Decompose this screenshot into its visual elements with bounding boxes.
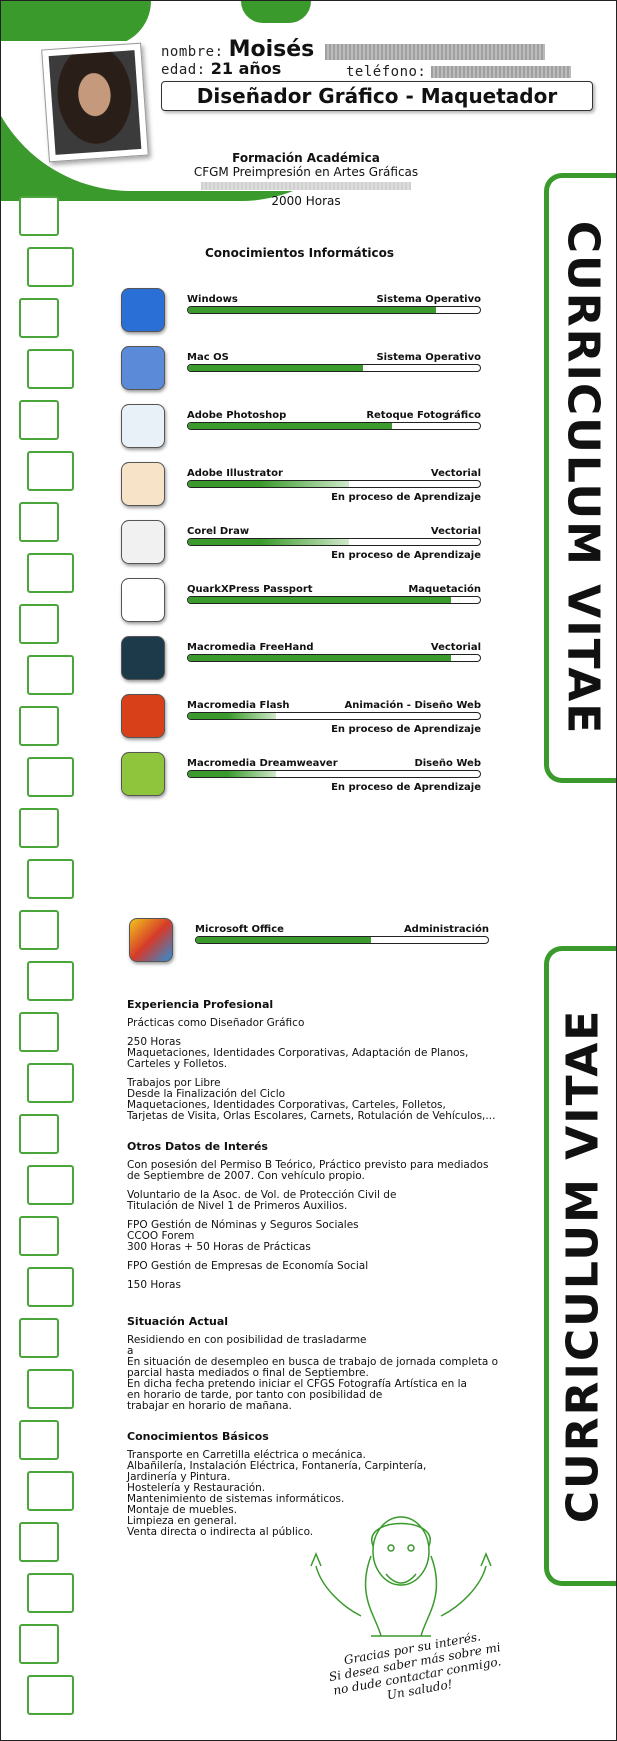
skill-note: En proceso de Aprendizaje — [331, 782, 481, 793]
skill-level-fill — [188, 597, 451, 603]
skill-level-fill — [188, 423, 392, 429]
skill-item — [121, 752, 481, 798]
decorative-shape — [27, 451, 74, 491]
skill-level-fill — [188, 307, 436, 313]
education-hours: 2000 Horas — [271, 193, 341, 208]
skill-name: Macromedia Flash — [187, 700, 290, 711]
skill-app-icon — [121, 578, 165, 622]
other-item: FPO Gestión de Empresas de Economía Social — [127, 1260, 369, 1272]
experience-item: Prácticas como Diseñador Gráfico — [127, 1017, 305, 1029]
decorative-shape — [19, 400, 59, 440]
decorative-shape — [19, 1420, 59, 1460]
skill-category: Sistema Operativo — [376, 294, 481, 305]
skill-item — [121, 636, 481, 682]
skill-item — [121, 404, 481, 450]
skill-category: Vectorial — [430, 526, 481, 537]
skill-category: Vectorial — [430, 642, 481, 653]
other-item: FPO Gestión de Nóminas y Seguros Sociales CCOO Forem 300 Horas + 50 Horas de Prácticas — [127, 1219, 359, 1253]
decorative-shape — [19, 502, 59, 542]
education-course: CFGM Preimpresión en Artes Gráficas — [193, 165, 419, 179]
skill-microsoft-office — [129, 918, 489, 964]
skill-item — [121, 694, 481, 740]
skill-level-fill — [188, 481, 349, 487]
profile-photo — [49, 50, 142, 155]
skill-category: Maquetación — [408, 584, 481, 595]
skill-app-icon — [121, 404, 165, 448]
decorative-shape — [27, 655, 74, 695]
skill-note: En proceso de Aprendizaje — [331, 724, 481, 735]
decorative-shape — [27, 757, 74, 797]
decorative-shape — [19, 1114, 59, 1154]
experience-item: Trabajos por Libre Desde la Finalización del Ciclo Maquetaciones, Identidades Corporativas, Carteles, Folletos, Tarjetas de Visita, Orlas Escolares, Carnets, Rotulación de Vehículos,... — [127, 1077, 496, 1122]
decorative-shape — [19, 808, 59, 848]
skill-level-bar — [187, 770, 481, 778]
skill-name: Microsoft Office — [195, 924, 284, 935]
header-green-tab — [241, 1, 311, 23]
current-section — [127, 1316, 507, 1420]
age-value: 21 años — [210, 59, 282, 78]
skill-app-icon — [121, 752, 165, 796]
decorative-shape — [19, 196, 59, 236]
other-section — [127, 1141, 507, 1299]
basic-item: Transporte en Carretilla eléctrica o mecánica. Albañilería, Instalación Eléctrica, Fontanería, Carpintería, Jardinería y Pintura. Hostelería y Restauración. Mantenimiento de sistemas informáticos. Montaje de muebles. Limpieza en general. Venta directa o indirecta al público. — [127, 1449, 427, 1538]
decorative-shape — [27, 1063, 74, 1103]
skill-note: En proceso de Aprendizaje — [331, 492, 481, 503]
header-green-corner — [1, 1, 151, 46]
other-item: Voluntario de la Asoc. de Vol. de Protección Civil de Titulación de Nivel 1 de Primeros Auxilios. — [127, 1189, 397, 1212]
skill-name: Windows — [187, 294, 238, 305]
skill-category: Vectorial — [430, 468, 481, 479]
name-label: nombre: — [161, 44, 224, 60]
redacted-school — [201, 182, 411, 190]
skill-item — [121, 578, 481, 624]
skill-level-fill — [188, 713, 276, 719]
decorative-shape — [19, 1216, 59, 1256]
skill-name: Adobe Photoshop — [187, 410, 287, 421]
decorative-shape — [27, 1165, 74, 1205]
phone-label: teléfono: — [346, 64, 427, 80]
skill-level-bar — [187, 422, 481, 430]
job-title: Diseñador Gráfico - Maquetador — [161, 81, 593, 111]
skills-title: Conocimientos Informáticos — [205, 246, 395, 260]
other-item: Con posesión del Permiso B Teórico, Práctico previsto para mediados de Septiembre de 2007. Con vehículo propio. — [127, 1159, 489, 1182]
skill-name: Macromedia Dreamweaver — [187, 758, 338, 769]
skill-name: Macromedia FreeHand — [187, 642, 314, 653]
decorative-shape — [19, 298, 59, 338]
skill-name: Corel Draw — [187, 526, 250, 537]
side-title-bottom: CURRICULUM VITAE — [557, 1008, 608, 1524]
skill-level-bar — [187, 480, 481, 488]
age-label: edad: — [161, 62, 206, 78]
decorative-shape — [27, 859, 74, 899]
decorative-pattern-column — [19, 196, 79, 1741]
other-title: Otros Datos de Interés — [127, 1140, 268, 1153]
decorative-shape — [27, 553, 74, 593]
skill-level-fill — [188, 771, 276, 777]
decorative-shape — [27, 1369, 74, 1409]
skill-level-fill — [188, 539, 349, 545]
name-value: Moisés — [228, 37, 315, 62]
office-icon — [129, 918, 173, 962]
decorative-shape — [19, 1318, 59, 1358]
decorative-shape — [19, 910, 59, 950]
side-title-panel-bottom — [544, 946, 616, 1586]
skill-level-bar — [187, 654, 481, 662]
skill-note: En proceso de Aprendizaje — [331, 550, 481, 561]
current-item: Residiendo en con posibilidad de trasladarme a En situación de desempleo en busca de trabajo de jornada completa o parcial hasta mediados o final de Septiembre. En dicha fecha pretendo iniciar el CFGS Fotografía Artística en la en horario de tarde, por tanto con posibilidad de trabajar en horario de mañana. — [127, 1334, 499, 1412]
skill-app-icon — [121, 462, 165, 506]
decorative-shape — [19, 706, 59, 746]
skill-name: QuarkXPress Passport — [187, 584, 313, 595]
decorative-shape — [27, 349, 74, 389]
decorative-shape — [27, 1267, 74, 1307]
decorative-shape — [27, 247, 74, 287]
basic-title: Conocimientos Básicos — [127, 1430, 269, 1443]
experience-section — [127, 999, 507, 1130]
decorative-shape — [27, 1573, 74, 1613]
education-block — [181, 151, 431, 208]
skill-category: Animación - Diseño Web — [344, 700, 481, 711]
decorative-shape — [19, 1522, 59, 1562]
side-title-top: CURRICULUM VITAE — [557, 220, 608, 736]
decorative-shape — [27, 961, 74, 1001]
closing-text: Gracias por su interés. Si desea saber más sobre mi no dude contactar conmigo. Un saludo! — [327, 1629, 503, 1703]
decorative-shape — [19, 1624, 59, 1664]
redacted-phone — [431, 66, 571, 78]
skill-level-fill — [196, 937, 371, 943]
skill-level-fill — [188, 365, 363, 371]
experience-title: Experiencia Profesional — [127, 998, 274, 1011]
skill-item — [121, 346, 481, 392]
experience-item: 250 Horas Maquetaciones, Identidades Corporativas, Adaptación de Planos, Carteles y Folletos. — [127, 1036, 469, 1070]
skill-name: Mac OS — [187, 352, 229, 363]
skill-name: Adobe Illustrator — [187, 468, 283, 479]
skill-app-icon — [121, 346, 165, 390]
skill-item — [121, 520, 481, 566]
skill-level-bar — [187, 364, 481, 372]
other-item: 150 Horas — [127, 1279, 181, 1291]
decorative-shape — [27, 1675, 74, 1715]
skill-level-bar — [187, 306, 481, 314]
skill-level-bar — [195, 936, 489, 944]
skill-level-bar — [187, 538, 481, 546]
education-title: Formación Académica — [232, 151, 380, 165]
redacted-surname — [325, 44, 545, 60]
skill-app-icon — [121, 520, 165, 564]
profile-photo-frame — [41, 43, 149, 163]
skill-level-bar — [187, 596, 481, 604]
side-title-panel-top — [544, 173, 616, 783]
skill-item — [121, 462, 481, 508]
decorative-shape — [27, 1471, 74, 1511]
skill-category: Sistema Operativo — [376, 352, 481, 363]
skill-category: Retoque Fotográfico — [366, 410, 481, 421]
decorative-shape — [19, 1012, 59, 1052]
skill-app-icon — [121, 694, 165, 738]
current-title: Situación Actual — [127, 1315, 229, 1328]
skill-app-icon — [121, 288, 165, 332]
skill-category: Diseño Web — [414, 758, 481, 769]
skill-level-bar — [187, 712, 481, 720]
decorative-shape — [19, 604, 59, 644]
skill-item — [121, 288, 481, 334]
skill-category: Administración — [403, 924, 489, 935]
skill-app-icon — [121, 636, 165, 680]
skill-level-fill — [188, 655, 451, 661]
